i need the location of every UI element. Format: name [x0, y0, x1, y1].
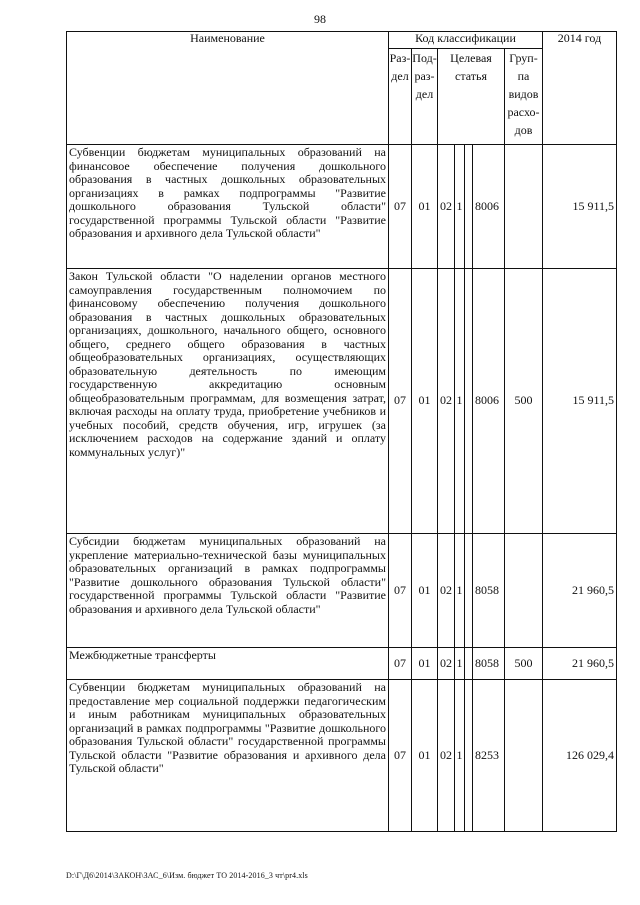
header-celevaya: Целевая статья: [438, 49, 505, 145]
row-amount: 15 911,5: [543, 145, 617, 269]
row-podrazdel: 01: [412, 534, 438, 648]
header-podrazdel: Под-раз-дел: [412, 49, 438, 145]
row-amount: 21 960,5: [543, 648, 617, 680]
row-razdel: 07: [389, 269, 412, 534]
table-row: [67, 680, 617, 832]
row-cs4: 8006: [473, 269, 505, 534]
row-razdel: 07: [389, 648, 412, 680]
row-amount: 126 029,4: [543, 680, 617, 832]
header-razdel: Раз-дел: [389, 49, 412, 145]
row-cs2: 1: [455, 648, 465, 680]
row-name: Субвенции бюджетам муниципальных образований на предоставление мер социальной поддержки педагогическим и иным работникам муниципальных образовательных организаций в рамках подпрограммы "Развитие дошкольного образования Тульской области" государственной программы Тульской области "Развитие образования и архивного дела Тульской области": [67, 680, 389, 832]
row-name: Закон Тульской области "О наделении органов местного самоуправления государственным полномочием по финансовому обеспечению получения дошкольного образования в частных дошкольных образовательных организациях, дошкольного, начального общего, основного общего, среднего общего образования в частных общеобразовательных организациях, осуществляющих образовательную деятельность по имеющим государственную аккредитацию основным общеобразовательным программам, для возмещения затрат, включая расходы на оплату труда, приобретение учебников и учебных пособий, средств обучения, игр, игрушек (за исключением расходов на содержание зданий и оплату коммунальных услуг)": [67, 269, 389, 534]
row-cs1: 02: [438, 145, 455, 269]
row-vid: [505, 534, 543, 648]
table-row: [67, 269, 617, 534]
row-cs4: 8058: [473, 648, 505, 680]
row-vid: 500: [505, 648, 543, 680]
row-podrazdel: 01: [412, 269, 438, 534]
row-name: Субсидии бюджетам муниципальных образований на укрепление материально-технической базы муниципальных образовательных организаций в рамках подпрограммы "Развитие дошкольного образования Тульской области" государственной программы Тульской области "Развитие образования и архивного дела Тульской области": [67, 534, 389, 648]
row-amount: 21 960,5: [543, 534, 617, 648]
footer-file-path: D:\Г\Д6\2014\ЗАКОН\ЗАС_6\Изм. бюджет ТО 2014-2016_3 чт\pr4.xls: [66, 871, 308, 880]
row-cs3: [465, 145, 473, 269]
row-cs1: 02: [438, 680, 455, 832]
header-name: Наименование: [67, 32, 389, 145]
header-code-group: Код классификации: [389, 32, 543, 49]
row-podrazdel: 01: [412, 680, 438, 832]
row-podrazdel: 01: [412, 145, 438, 269]
page-number: 98: [314, 12, 326, 26]
header-gruppa: Груп-па видов расхо-дов: [505, 49, 543, 145]
row-amount: 15 911,5: [543, 269, 617, 534]
row-cs3: [465, 648, 473, 680]
row-cs4: 8058: [473, 534, 505, 648]
row-cs4: 8253: [473, 680, 505, 832]
row-cs4: 8006: [473, 145, 505, 269]
row-cs2: 1: [455, 269, 465, 534]
row-cs2: 1: [455, 145, 465, 269]
row-cs1: 02: [438, 534, 455, 648]
budget-table: [66, 31, 617, 832]
row-podrazdel: 01: [412, 648, 438, 680]
row-cs3: [465, 269, 473, 534]
row-razdel: 07: [389, 680, 412, 832]
row-vid: [505, 680, 543, 832]
row-razdel: 07: [389, 534, 412, 648]
row-cs3: [465, 534, 473, 648]
row-name: Субвенции бюджетам муниципальных образований на финансовое обеспечение получения дошкольного образования в частных дошкольных образовательных организациях в рамках подпрограммы "Развитие дошкольного образования Тульской области" государственной программы Тульской области "Развитие образования и архивного дела Тульской области": [67, 145, 389, 269]
row-vid: 500: [505, 269, 543, 534]
table-row: [67, 145, 617, 269]
row-cs1: 02: [438, 269, 455, 534]
table-row: [67, 534, 617, 648]
header-year: 2014 год: [543, 32, 617, 145]
row-cs1: 02: [438, 648, 455, 680]
row-name: Межбюджетные трансферты: [67, 648, 389, 680]
row-razdel: 07: [389, 145, 412, 269]
row-vid: [505, 145, 543, 269]
row-cs2: 1: [455, 534, 465, 648]
table-row: [67, 648, 617, 680]
row-cs3: [465, 680, 473, 832]
row-cs2: 1: [455, 680, 465, 832]
